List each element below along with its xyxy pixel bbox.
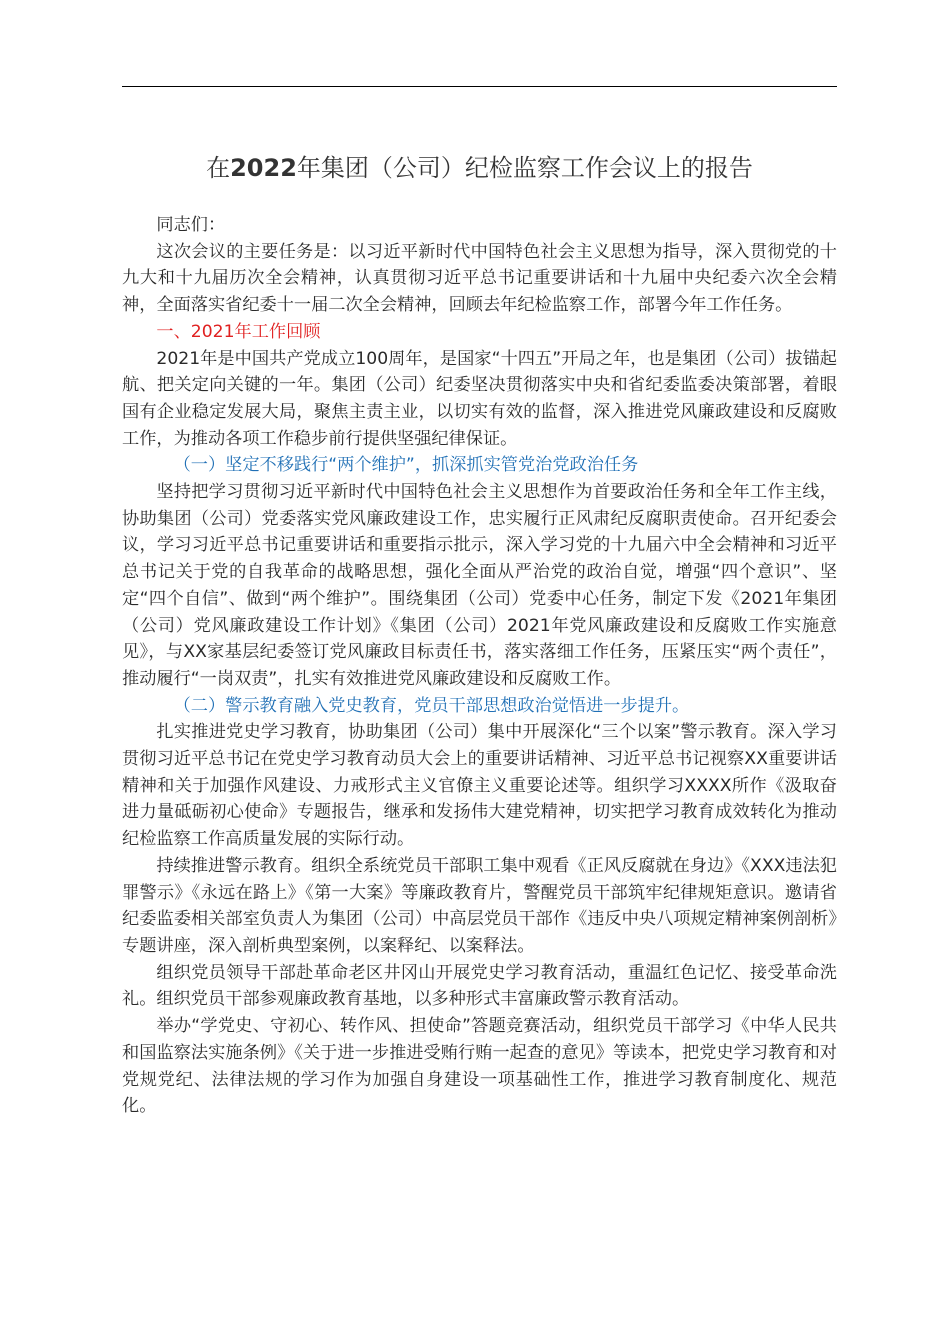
subsection-heading-2: （二）警示教育融入党史教育，党员干部思想政治觉悟进一步提升。 [173, 695, 690, 716]
paragraph-subsection-2c: 组织党员领导干部赴革命老区井冈山开展党史学习教育活动，重温红色记忆、接受革命洗礼。组织党员干部参观廉政教育基地，以多种形式丰富廉政警示教育活动。 [122, 962, 837, 1010]
paragraph-subsection-2d: 举办“学党史、守初心、转作风、担使命”答题竞赛活动，组织党员干部学习《中华人民共和国监察法实施条例》《关于进一步推进受贿行贿一起查的意见》等读本，把党史学习教育和对党规党纪、法律法规的学习作为加强自身建设一项基础性工作，推进学习教育制度化、规范化。 [122, 1016, 837, 1117]
header-rule [122, 86, 837, 87]
title-prefix: 在 [206, 154, 231, 182]
paragraph-intro: 这次会议的主要任务是：以习近平新时代中国特色社会主义思想为指导，深入贯彻党的十九大和十九届历次全会精神，认真贯彻习近平总书记重要讲话和十九届中央纪委六次全会精神，全面落实省纪委十一届二次全会精神，回顾去年纪检监察工作，部署今年工作任务。 [122, 241, 837, 316]
paragraph-review: 2021年是中国共产党成立100周年，是国家“十四五”开局之年，也是集团（公司）拔锚起航、把关定向关键的一年。集团（公司）纪委坚决贯彻落实中央和省纪委监委决策部署，着眼国有企业稳定发展大局，聚焦主责主业，以切实有效的监督，深入推进党风廉政建设和反腐败工作，为推动各项工作稳步前行提供坚强纪律保证。 [122, 348, 837, 449]
section-heading-review: 一、2021年工作回顾 [156, 321, 321, 342]
paragraph-subsection-2b: 持续推进警示教育。组织全系统党员干部职工集中观看《正风反腐就在身边》《XXX违法犯罪警示》《永远在路上》《第一大案》等廉政教育片，警醒党员干部筑牢纪律规矩意识。邀请省纪委监委相关部室负责人为集团（公司）中高层党员干部作《违反中央八项规定精神案例剖析》专题讲座，深入剖析典型案例，以案释纪、以案释法。 [122, 855, 837, 956]
document-body [122, 212, 837, 1120]
paragraph-subsection-2a: 扎实推进党史学习教育，协助集团（公司）集中开展深化“三个以案”警示教育。深入学习贯彻习近平总书记在党史学习教育动员大会上的重要讲话精神、习近平总书记视察XX重要讲话精神和关于加强作风建设、力戒形式主义官僚主义重要论述等。组织学习XXXX所作《汲取奋进力量砥砺初心使命》专题报告，继承和发扬伟大建党精神，切实把学习教育成效转化为推动纪检监察工作高质量发展的实际行动。 [122, 722, 837, 850]
document-title [122, 150, 837, 186]
subsection-heading-1: （一）坚定不移践行“两个维护”，抓深抓实管党治党政治任务 [173, 455, 639, 476]
title-suffix: 年集团（公司）纪检监察工作会议上的报告 [296, 154, 753, 182]
salutation: 同志们： [156, 215, 226, 235]
paragraph-subsection-1: 坚持把学习贯彻习近平新时代中国特色社会主义思想作为首要政治任务和全年工作主线，协助集团（公司）党委落实党风廉政建设工作，忠实履行正风肃纪反腐职责使命。召开纪委会议，学习习近平总书记重要讲话和重要指示批示，深入学习党的十九届六中全会精神和习近平总书记关于党的自我革命的战略思想，强化全面从严治党的政治自觉，增强“四个意识”、坚定“四个自信”、做到“两个维护”。围绕集团（公司）党委中心任务，制定下发《2021年集团（公司）党风廉政建设工作计划》《集团（公司）2021年党风廉政建设和反腐败工作实施意见》，与XX家基层纪委签订党风廉政目标责任书，落实落细工作任务，压紧压实“两个责任”，推动履行“一岗双责”，扎实有效推进党风廉政建设和反腐败工作。 [122, 482, 837, 689]
title-year: 2022 [230, 154, 297, 182]
